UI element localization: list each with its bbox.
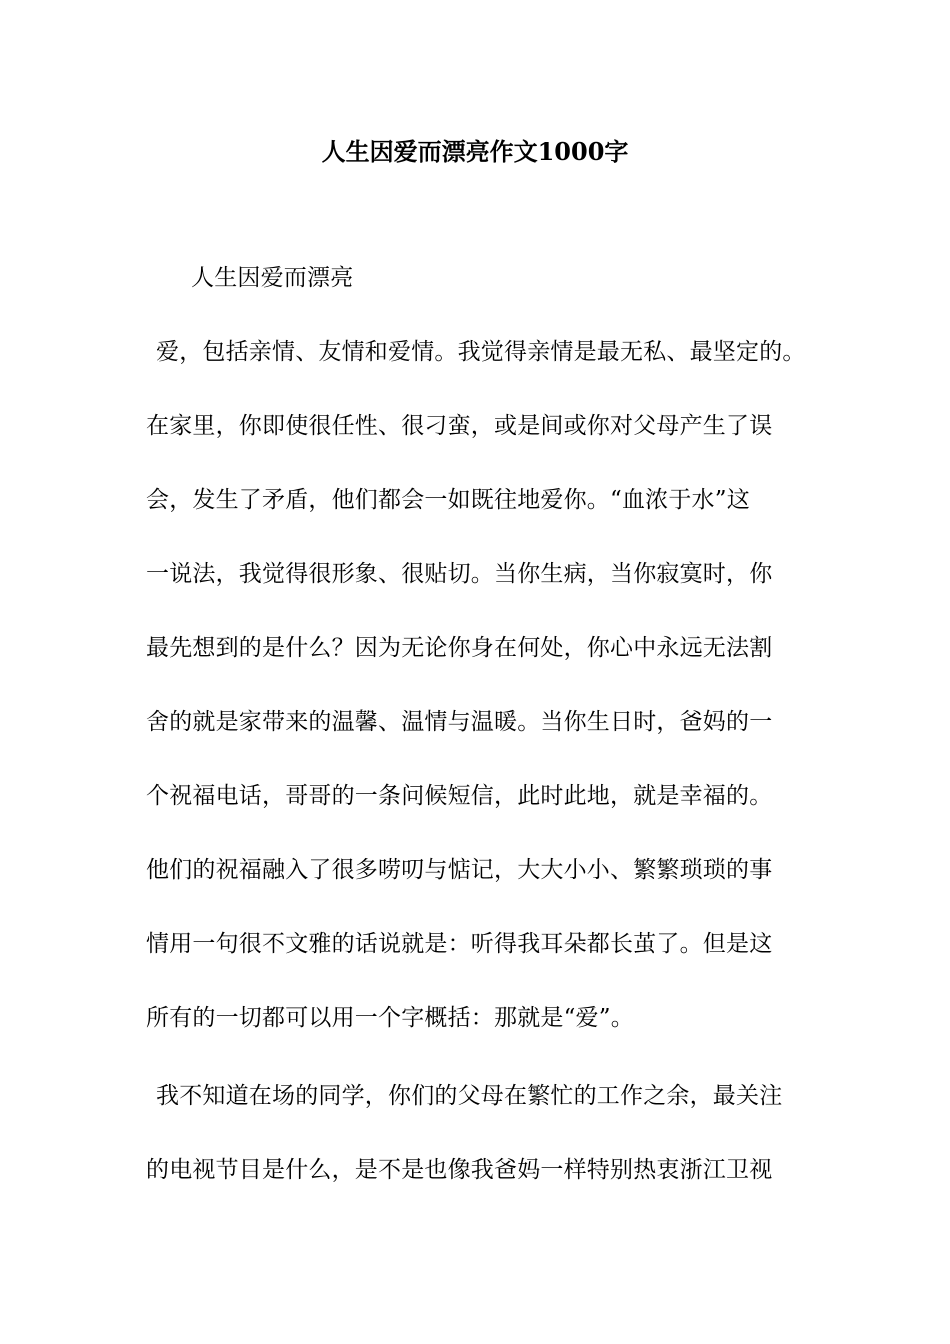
paragraph-line: 会，发生了矛盾，他们都会一如既往地爱你。“血浓于水”这: [146, 487, 750, 513]
essay-subtitle: 人生因爱而漂亮: [191, 265, 354, 291]
paragraph-line: 所有的一切都可以用一个字概括：那就是“爱”。: [146, 1005, 634, 1031]
paragraph-line: 的电视节目是什么，是不是也像我爸妈一样特别热衷浙江卫视: [146, 1157, 773, 1183]
paragraph-line: 在家里，你即使很任性、很刁蛮，或是间或你对父母产生了误: [146, 413, 773, 439]
document-title: 人生因爱而漂亮作文1000字: [321, 137, 629, 166]
paragraph-line: 爱，包括亲情、友情和爱情。我觉得亲情是最无私、最坚定的。: [156, 339, 806, 365]
paragraph-line: 他们的祝福融入了很多唠叨与惦记，大大小小、繁繁琐琐的事: [146, 857, 773, 883]
paragraph-line: 我不知道在场的同学，你们的父母在繁忙的工作之余，最关注: [156, 1083, 783, 1109]
paragraph-line: 个祝福电话，哥哥的一条问候短信，此时此地，就是幸福的。: [146, 783, 773, 809]
paragraph-line: 一说法，我觉得很形象、很贴切。当你生病，当你寂寞时，你: [146, 561, 773, 587]
paragraph-line: 舍的就是家带来的温馨、温情与温暖。当你生日时，爸妈的一: [146, 709, 773, 735]
paragraph-line: 最先想到的是什么？因为无论你身在何处，你心中永远无法割: [146, 635, 773, 661]
paragraph-line: 情用一句很不文雅的话说就是：听得我耳朵都长茧了。但是这: [146, 931, 773, 957]
